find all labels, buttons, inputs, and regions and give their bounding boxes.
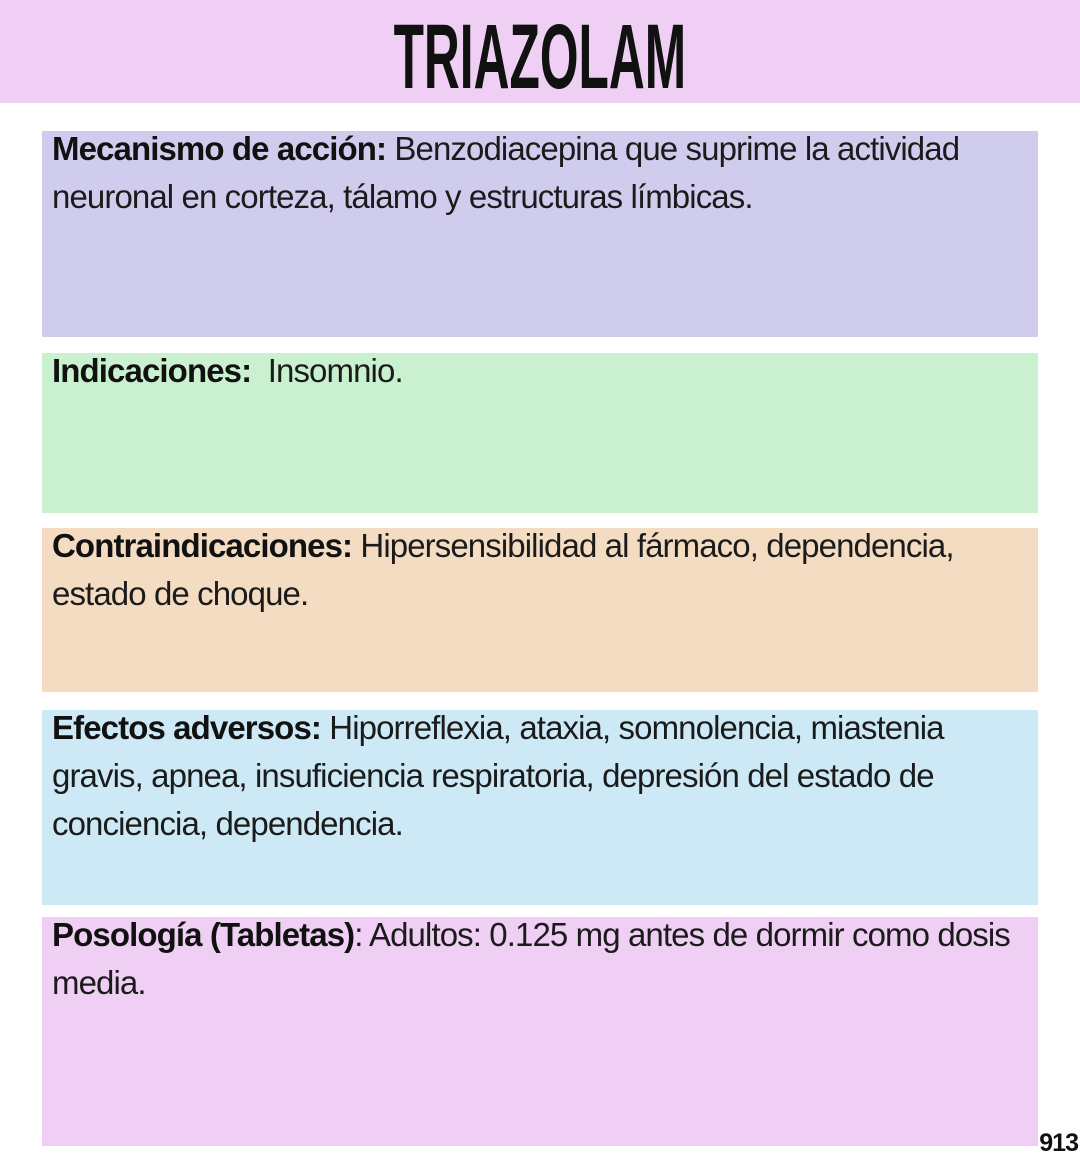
- section-label: Mecanismo de acción:: [52, 131, 387, 167]
- drug-title: TRIAZOLAM: [393, 5, 687, 108]
- page-number: 913: [1039, 1129, 1078, 1157]
- card-body: [42, 131, 1038, 1146]
- section-paragraph: [52, 710, 1030, 848]
- section-text: Benzodiacepina que suprime la actividad neuronal en corteza, tálamo y estructuras límbicas.: [52, 131, 968, 215]
- section-paragraph: [52, 353, 1030, 395]
- section-paragraph: [52, 917, 1030, 1007]
- section-label: Contraindicaciones:: [52, 528, 353, 564]
- section-contraindicaciones: [42, 528, 1038, 692]
- section-label: Efectos adversos:: [52, 710, 321, 746]
- section-posologia: [42, 917, 1038, 1146]
- section-text: Hiporreflexia, ataxia, somnolencia, miastenia gravis, apnea, insuficiencia respiratoria, depresión del estado de conciencia, dependencia.: [52, 710, 952, 842]
- section-paragraph: [52, 528, 1030, 618]
- section-text: : Adultos: 0.125 mg antes de dormir como dosis media.: [52, 917, 1019, 1001]
- section-label: Indicaciones:: [52, 353, 252, 389]
- section-text: Hipersensibilidad al fármaco, dependencia, estado de choque.: [52, 528, 962, 612]
- section-mecanismo-de-accion: [42, 131, 1038, 337]
- section-efectos-adversos: [42, 710, 1038, 905]
- section-text: Insomnio.: [251, 353, 403, 389]
- section-label: Posología (Tabletas): [52, 917, 355, 953]
- section-indicaciones: [42, 353, 1038, 513]
- section-paragraph: [52, 131, 1030, 221]
- card-header: [0, 0, 1080, 108]
